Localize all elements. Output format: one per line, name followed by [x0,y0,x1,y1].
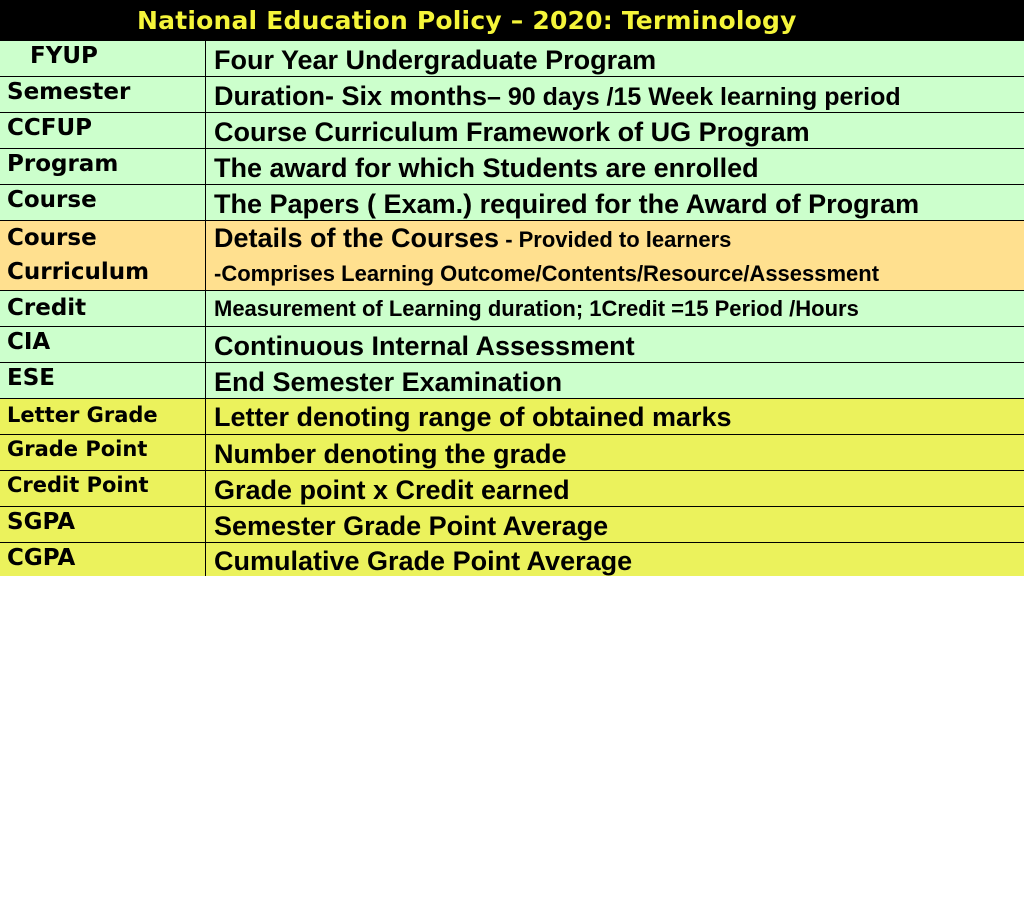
table-row-credit [0,291,1024,327]
table-row-credit-point [0,471,1024,507]
definition-text-detail: – 90 days /15 Week learning period [487,83,901,111]
term-label-line2: Curriculum [7,259,150,285]
definition-cell [206,327,1024,362]
definition-line-1 [214,221,1024,257]
term-label: ESE [7,365,55,391]
definition-cell [206,543,1024,576]
term-label: Semester [7,79,131,105]
definition-cell [206,113,1024,148]
term-label: Course [7,187,97,213]
definition-cell [206,77,1024,112]
page-title: National Education Policy – 2020: Terminology [137,6,797,35]
definition-text: Course Curriculum Framework of UG Program [214,117,810,147]
table-row-letter-grade [0,399,1024,435]
definition-text: The award for which Students are enrolled [214,153,759,183]
definition-text: Measurement of Learning duration; 1Credit =15 Period /Hours [214,296,859,321]
term-label: FYUP [30,43,98,69]
definition-text: Letter denoting range of obtained marks [214,402,732,432]
term-cell [0,221,206,290]
table-row-program [0,149,1024,185]
table-row-ese [0,363,1024,399]
definition-text: Four Year Undergraduate Program [214,45,657,75]
term-cell [0,363,206,398]
term-label: Program [7,151,119,177]
definition-text: Details of the Courses [214,223,500,253]
definition-text: Duration- Six months [214,81,488,111]
definition-cell [206,435,1024,470]
term-cell [0,399,206,434]
definition-cell [206,149,1024,184]
term-label: CIA [7,329,51,355]
definition-line-2: -Comprises Learning Outcome/Contents/Resource/Assessment [214,261,880,286]
definition-cell [206,291,1024,326]
table-header [0,0,1024,41]
table-row-fyup [0,41,1024,77]
table-row-sgpa [0,507,1024,543]
definition-text: Semester Grade Point Average [214,511,609,541]
term-label: CCFUP [7,115,93,141]
term-label: Credit Point [7,473,149,497]
definition-text: Continuous Internal Assessment [214,331,635,361]
definition-cell [206,471,1024,506]
term-cell [0,41,206,76]
definition-cell [206,185,1024,220]
term-cell [0,543,206,576]
term-cell [0,435,206,470]
definition-text-detail: - Provided to learners [499,227,732,252]
term-cell [0,327,206,362]
term-cell [0,113,206,148]
definition-text: Grade point x Credit earned [214,475,570,505]
term-cell [0,471,206,506]
term-label: SGPA [7,509,75,535]
definition-text: End Semester Examination [214,367,563,397]
definition-cell [206,221,1024,290]
table-row-cia [0,327,1024,363]
term-label: Course [7,225,97,251]
term-cell [0,77,206,112]
term-label: CGPA [7,545,76,571]
definition-cell [206,399,1024,434]
term-cell [0,149,206,184]
table-row-cgpa [0,543,1024,576]
term-cell [0,291,206,326]
term-cell [0,185,206,220]
definition-cell [206,507,1024,542]
definition-cell [206,363,1024,398]
definition-text: Number denoting the grade [214,439,567,469]
term-label: Grade Point [7,437,148,461]
definition-text: The Papers ( Exam.) required for the Award of Program [214,189,920,219]
table-row-semester [0,77,1024,113]
definition-text: Cumulative Grade Point Average [214,546,633,576]
table-row-course [0,185,1024,221]
term-label: Letter Grade [7,403,158,427]
table-row-course-curriculum [0,221,1024,291]
definition-cell [206,41,1024,76]
term-label: Credit [7,295,87,321]
table-row-ccfup [0,113,1024,149]
table-row-grade-point [0,435,1024,471]
term-cell [0,507,206,542]
